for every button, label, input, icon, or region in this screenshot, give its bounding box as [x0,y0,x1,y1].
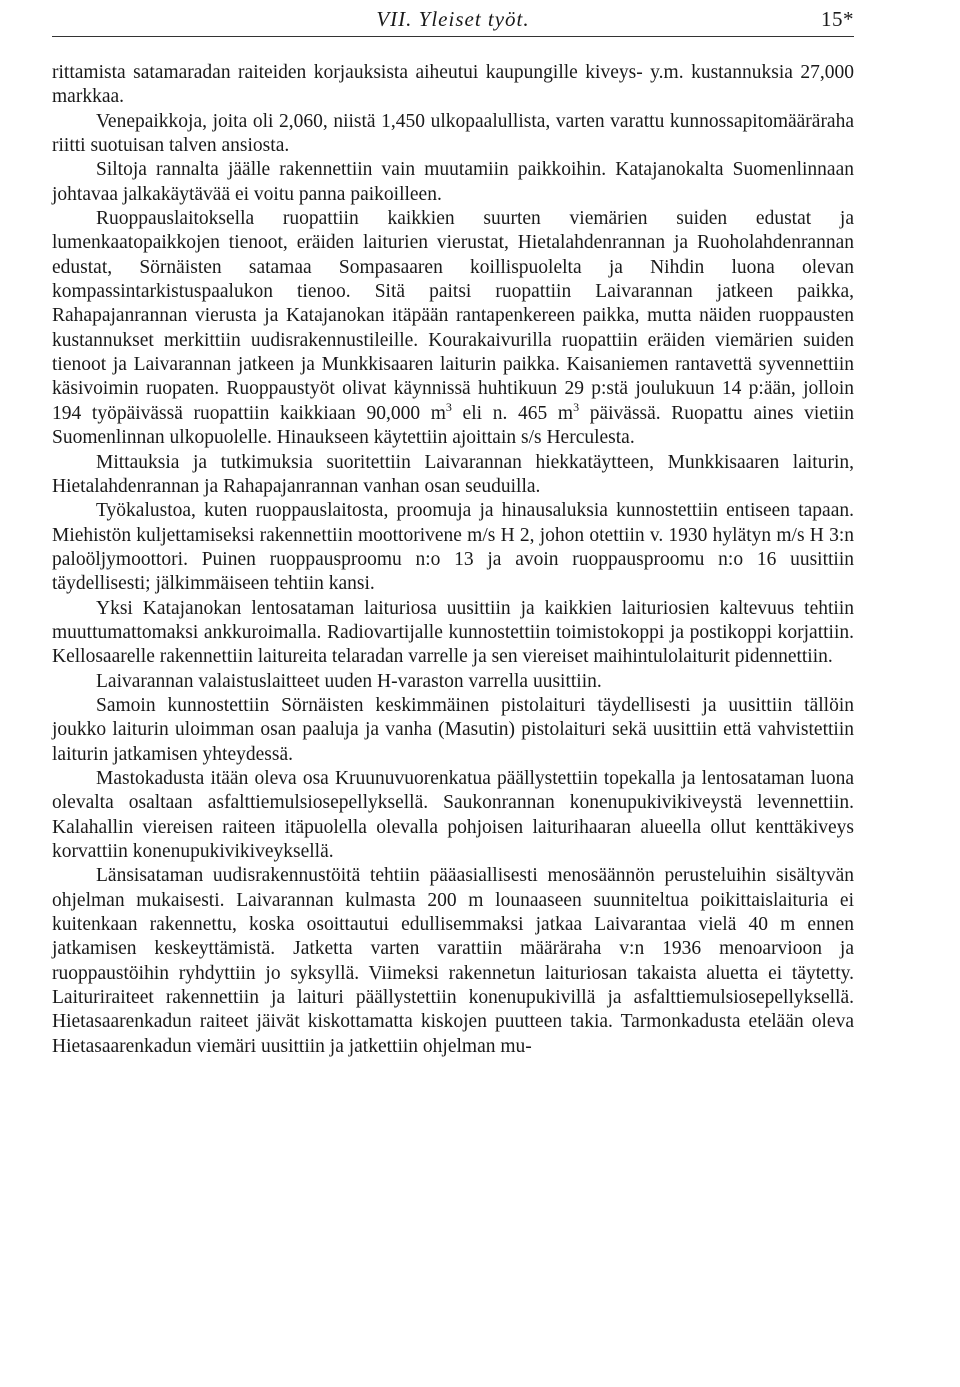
text-run: Mittauksia ja tutkimuksia suoritettiin Laivarannan hiekkatäytteen, Munkkisaaren laiturin, Hietalahdenrannan ja Rahapajanrannan vanhan osan seuduilla. [52,451,854,497]
paragraph [52,451,854,500]
paragraph [52,767,854,864]
body-text [52,61,854,1059]
text-run: Venepaikkoja, joita oli 2,060, niistä 1,450 ulkopaalullista, varten varattu kunnossapitomääräraha riitti suotuisan talven ansiosta. [52,110,854,157]
paragraph [52,207,854,450]
text-run: Laivarannan valaistuslaitteet uuden H-varaston varrella uusittiin. [96,670,602,692]
paragraph [52,597,854,670]
text-run: eli n. 465 m [451,402,574,424]
text-run: päivässä. Ruopattu aines vietiin Suomenlinnan ulkopuolelle. Hinaukseen käytettiin ajoittain s/s Herculesta. [52,402,854,449]
superscript: 3 [573,399,580,414]
paragraph [52,694,854,767]
text-run: Samoin kunnostettiin Sörnäisten keskimmäinen pistolaituri täydellisesti ja uusittiin tällöin joukko laiturin uloimman osan paaluja ja vanha (Masutin) pistolaituri sekä uusittiin että vahvistettiin laiturin jatkamisen yhteydessä. [52,694,854,765]
paragraph [52,110,854,159]
header-rule [52,36,854,37]
paragraph [52,499,854,596]
text-run: Länsisataman uudisrakennustöitä tehtiin pääasiallisesti menosäännön perusteluihin sisältyvän ohjelman mukaisesti. Laivarannan kulmasta 200 m lounaaseen suunniteltua poikittaislaituria ei kuitenkaan rakennettu, koska osoittautui edullisemmaksi jatkaa Laivarantaa vielä 40 m ennen jatkamisen keskeyttämistä. Jatketta varten varattiin määräraha v:n 1936 menoarvioon ja ruoppaustöihin ryhdyttiin jo syksyllä. Viimeksi rakennetun laituriosan takaista aluetta ei täytetty. Laituriraiteet rakennettiin ja laituri päällystettiin konenupukivillä ja asfalttiemulsiosepellyksellä. Hietasaarenkadun raiteet jäivät kiskottamatta kiskojen puutteen takia. Tarmonkadusta etelään oleva Hietasaarenkadun viemäri uusittiin ja jatkettiin ohjelman mu- [52,865,854,1057]
paragraph [52,61,854,110]
paragraph [52,864,854,1059]
text-run: Yksi Katajanokan lentosataman laituriosa uusittiin ja kaikkien laituriosien kaltevuus tehtiin muuttumattomaksi ankkuroimalla. Radiovartijalle kunnostettiin toimistokoppi ja postikoppi korjattiin. Kellosaarelle rakennettiin laitureita telaradan varrelle ja sen viereiset maihintulolaiturit pidennettiin. [52,597,854,668]
text-run: Siltoja rannalta jäälle rakennettiin vain muutamiin paikkoihin. Katajanokalta Suomenlinnaan johtavaa jalkakäytävää ei voitu panna paikoilleen. [52,159,854,205]
paragraph [52,158,854,207]
text-run: Mastokadusta itään oleva osa Kruunuvuorenkatua päällystettiin topekalla ja lentosataman luona olevalta osaltaan asfalttiemulsiosepellyksellä. Saukonrannan konenupukivikiveystä levennettiin. Kalahallin viereisen raiteen itäpuolella olevalla pohjoisen laiturihaaran alueella ollut kenttäkiveys korvattiin konenupukivikiveyksellä. [52,767,854,862]
running-header [52,4,854,34]
paragraph [52,670,854,694]
text-run: rittamista satamaradan raiteiden korjauksista aiheutui kaupungille kiveys- y.m. kustannuksia 27,000 markkaa. [52,62,854,108]
text-run: Ruoppauslaitoksella ruopattiin kaikkien suurten viemärien suiden edustat ja lumenkaatopaikkojen tienoot, eräiden laiturien vierustat, Hietalahdenrannan ja Ruoholahdenrannan edustat, Sörnäisten satamaa Sompasaaren koillispuolelta ja Nihdin luona olevan kompassintarkistuspaalukon tienoo. Sitä paitsi ruopattiin Laivarannan jatkeen paikka, Rahapajanrannan vierusta ja Katajanokan itäpään rantapenkereen paikka, mutta näiden ruoppausten kustannukset merkittiin uudisrakennustileille. Kourakaivurilla ruopattiin eräiden viemärien suiden tienoot ja Laivarannan jatkeen ja Munkkisaaren laiturin paikka. Kaisaniemen rantavettä syvennettiin käsivoimin ruopaten. Ruoppaustyöt olivat käynnissä huhtikuun 29 p:stä joulukuun 14 p:ään, jolloin 194 työpäivässä ruopattiin kaikkiaan 90,000 m [52,208,854,424]
page-number: 15* [821,7,854,31]
superscript: 3 [445,399,452,414]
chapter-title: VII. Yleiset työt. [376,7,530,31]
text-run: Työkalustoa, kuten ruoppauslaitosta, proomuja ja hinausaluksia kunnostettiin entiseen tapaan. Miehistön kuljettamiseksi rakennettiin moottorivene m/s H 2, johon otettiin v. 1930 hylätyn m/s H 3:n paloöljymoottori. Puinen ruoppausproomu n:o 13 ja avoin ruoppausproomu n:o 16 uusittiin täydellisesti; jälkimmäiseen tehtiin kansi. [52,500,854,595]
